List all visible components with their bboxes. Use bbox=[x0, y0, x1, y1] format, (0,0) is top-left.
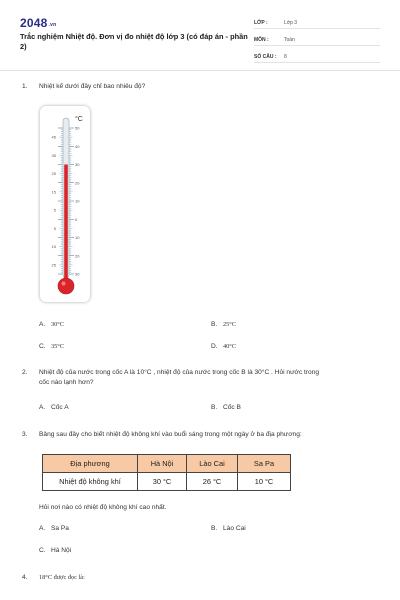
option-3a[interactable] bbox=[39, 524, 69, 534]
table-header-cell: Lào Cai bbox=[187, 455, 238, 473]
scale-label: 0 bbox=[75, 216, 78, 222]
option-letter: A. bbox=[39, 404, 46, 411]
question-text: Bảng sau đây cho biết nhiệt độ không khí vào buổi sáng trong một ngày ở ba địa phương: bbox=[39, 431, 302, 438]
temperature-table bbox=[42, 454, 291, 491]
table-header-cell: Hà Nội bbox=[138, 455, 187, 473]
scale-label: 25 bbox=[51, 171, 56, 177]
scale-label: 10 bbox=[75, 235, 80, 241]
option-text: 25°C bbox=[223, 321, 237, 328]
meta-value: 8 bbox=[284, 54, 287, 60]
question-text: Nhiệt kế dưới đây chỉ bao nhiêu độ? bbox=[39, 83, 146, 90]
option-letter: B. bbox=[211, 404, 218, 411]
scale-label: 45 bbox=[51, 134, 56, 140]
option-letter: D. bbox=[211, 343, 218, 350]
meta-label: SỐ CÂU : bbox=[254, 54, 277, 60]
scale-label: 30 bbox=[75, 271, 80, 277]
thermometer-bulb bbox=[58, 278, 74, 294]
question-4 bbox=[22, 573, 322, 585]
scale-label: 20 bbox=[75, 253, 80, 259]
scale-label: 5 bbox=[53, 225, 56, 231]
scale-label: 30 bbox=[75, 162, 80, 168]
scale-label: 15 bbox=[51, 244, 56, 250]
question-number: 3. bbox=[22, 431, 28, 438]
question-3-followup: Hỏi nơi nào có nhiệt độ không khí cao nhất. bbox=[39, 504, 167, 511]
question-text-line-2: cốc nào lạnh hơn? bbox=[39, 379, 94, 386]
option-2a[interactable] bbox=[39, 403, 69, 413]
meta-row-count bbox=[254, 48, 380, 63]
option-letter: B. bbox=[211, 525, 218, 532]
option-letter: C. bbox=[39, 547, 46, 554]
option-letter: B. bbox=[211, 321, 218, 328]
logo-text: 2048 bbox=[20, 16, 48, 30]
question-2 bbox=[22, 368, 378, 390]
option-text: Cốc A bbox=[51, 404, 69, 411]
page-header bbox=[0, 0, 400, 72]
thermometer-card bbox=[40, 106, 90, 302]
question-1 bbox=[22, 82, 362, 94]
right-scale-labels bbox=[75, 126, 80, 277]
question-number: 1. bbox=[22, 83, 28, 90]
question-text-line-1: Nhiệt độ của nước trong cốc A là 10°C , nhiệt độ của nước trong cốc B là 30°C . Hỏi nước trong bbox=[39, 369, 319, 376]
option-1d[interactable] bbox=[211, 342, 236, 352]
option-text: 35°C bbox=[51, 343, 65, 350]
scale-label: 5 bbox=[53, 207, 56, 213]
scale-label: 25 bbox=[51, 262, 56, 268]
question-number: 4. bbox=[22, 574, 28, 581]
meta-value: Toán bbox=[284, 37, 295, 43]
meta-row-subject bbox=[254, 31, 380, 46]
option-letter: C. bbox=[39, 343, 46, 350]
left-scale-labels bbox=[52, 135, 57, 268]
option-1c[interactable] bbox=[39, 342, 64, 352]
table-cell: 30 °C bbox=[138, 473, 187, 491]
table-cell: 10 °C bbox=[238, 473, 291, 491]
table-cell: 26 °C bbox=[187, 473, 238, 491]
meta-label: LỚP : bbox=[254, 20, 268, 26]
unit-label: °C bbox=[75, 116, 83, 123]
table-header-cell: Sa Pa bbox=[238, 455, 291, 473]
bulb-highlight bbox=[62, 282, 66, 286]
option-letter: A. bbox=[39, 525, 46, 532]
scale-label: 10 bbox=[75, 198, 80, 204]
option-3b[interactable] bbox=[211, 524, 246, 534]
option-text: 40°C bbox=[223, 343, 237, 350]
option-letter: A. bbox=[39, 321, 46, 328]
option-1a[interactable] bbox=[39, 320, 64, 330]
header-divider bbox=[0, 70, 400, 71]
meta-row-grade bbox=[254, 14, 380, 29]
table-row bbox=[43, 473, 291, 491]
scale-label: 40 bbox=[75, 143, 80, 149]
option-text: Lào Cai bbox=[223, 525, 246, 532]
question-number: 2. bbox=[22, 369, 28, 376]
site-logo[interactable] bbox=[20, 16, 56, 30]
worksheet-meta bbox=[254, 14, 380, 65]
table-header-row bbox=[43, 455, 291, 473]
option-text: 30°C bbox=[51, 321, 65, 328]
option-2b[interactable] bbox=[211, 403, 241, 413]
scale-label: 50 bbox=[75, 125, 80, 131]
table-cell: Nhiệt độ không khí bbox=[43, 473, 138, 491]
meta-value: Lớp 3 bbox=[284, 20, 298, 26]
option-text: Hà Nội bbox=[51, 547, 72, 554]
question-3 bbox=[22, 430, 378, 442]
option-text: Cốc B bbox=[223, 404, 241, 411]
option-text: Sa Pa bbox=[51, 525, 69, 532]
mercury-column bbox=[64, 165, 68, 283]
option-1b[interactable] bbox=[211, 320, 236, 330]
worksheet-title: Trắc nghiệm Nhiệt độ. Đơn vị đo nhiệt độ lớp 3 (có đáp án - phần 2) bbox=[20, 32, 248, 51]
thermometer-illustration bbox=[40, 106, 90, 302]
table-header-cell: Địa phương bbox=[43, 455, 138, 473]
scale-label: 35 bbox=[51, 152, 56, 158]
scale-label: 20 bbox=[75, 180, 80, 186]
question-text: 18°C được đọc là: bbox=[39, 574, 85, 581]
logo-suffix: .vn bbox=[48, 22, 57, 28]
scale-label: 15 bbox=[51, 189, 56, 195]
option-3c[interactable] bbox=[39, 546, 71, 556]
meta-label: MÔN : bbox=[254, 37, 269, 43]
